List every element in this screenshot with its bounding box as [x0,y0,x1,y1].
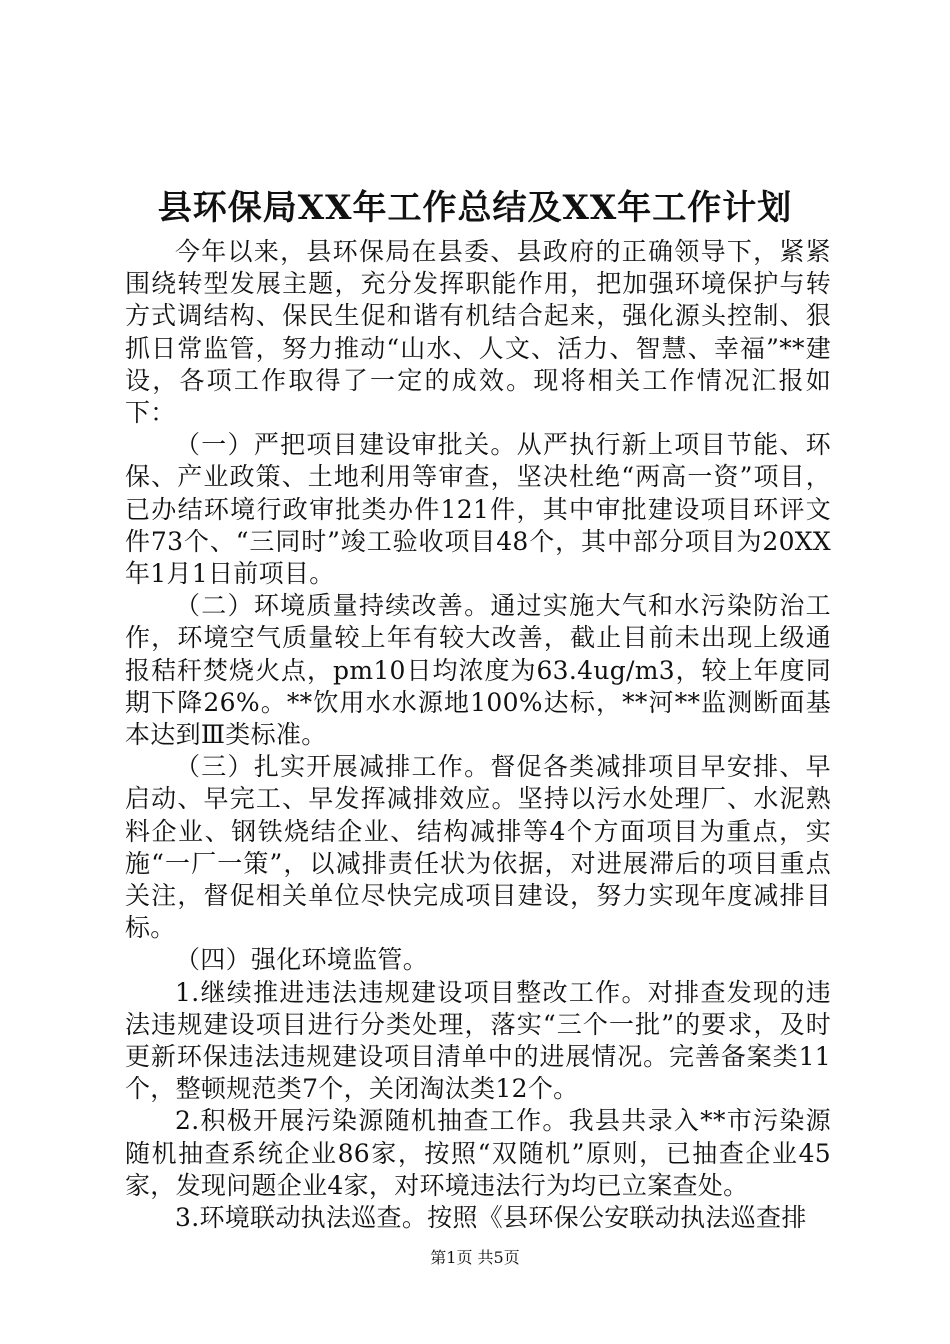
paragraph-intro: 今年以来，县环保局在县委、县政府的正确领导下，紧紧围绕转型发展主题，充分发挥职能作用，把加强环境保护与转方式调结构、保民生促和谐有机结合起来，强化源头控制、狠抓日常监管，努力推动“山水、人文、活力、智慧、幸福”**建设，各项工作取得了一定的成效。现将相关工作情况汇报如下： [125,237,831,428]
document-title: 县环保局XX年工作总结及XX年工作计划 [157,188,793,228]
page-number-footer: 第1页 共5页 [430,1248,520,1267]
paragraph-section-4: （四）强化环境监管。 [175,945,429,975]
paragraph-item-2: 2.积极开展污染源随机抽查工作。我县共录入**市污染源随机抽查系统企业86家，按照“双随机”原则，已抽查企业45家，发现问题企业4家，对环境违法行为均已立案查处。 [125,1106,831,1200]
paragraph-item-3: 3.环境联动执法巡查。按照《县环保公安联动执法巡查排 [175,1203,807,1233]
document-body [125,236,831,1234]
paragraph-section-2: （二）环境质量持续改善。通过实施大气和水污染防治工作，环境空气质量较上年有较大改善，截止目前未出现上级通报秸秆焚烧火点，pm10日均浓度为63.4ug/m3，较上年度同期下降26%。**饮用水水源地100%达标，**河**监测断面基本达到Ⅲ类标准。 [125,591,831,750]
paragraph-item-1: 1.继续推进违法违规建设项目整改工作。对排查发现的违法违规建设项目进行分类处理，落实“三个一批”的要求，及时更新环保违法违规建设项目清单中的进展情况。完善备案类11个，整顿规范类7个，关闭淘汰类12个。 [125,977,831,1104]
paragraph-section-3: （三）扎实开展减排工作。督促各类减排项目早安排、早启动、早完工、早发挥减排效应。坚持以污水处理厂、水泥熟料企业、钢铁烧结企业、结构减排等4个方面项目为重点，实施“一厂一策”，以减排责任状为依据，对进展滞后的项目重点关注，督促相关单位尽快完成项目建设，努力实现年度减排目标。 [125,752,831,943]
paragraph-section-1: （一）严把项目建设审批关。从严执行新上项目节能、环保、产业政策、土地利用等审查，坚决杜绝“两高一资”项目，已办结环境行政审批类办件121件，其中审批建设项目环评文件73个、“三同时”竣工验收项目48个，其中部分项目为20XX年1月1日前项目。 [125,430,831,589]
